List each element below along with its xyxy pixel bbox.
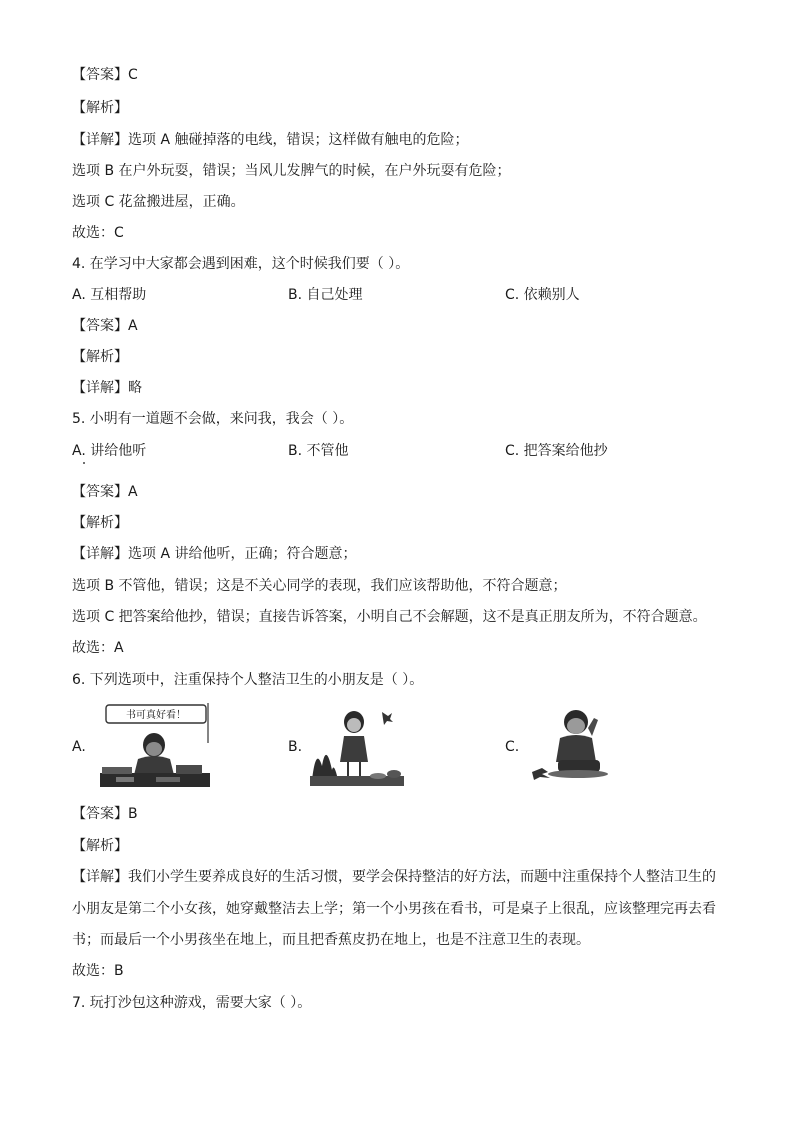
answer-line: 【答案】B [72, 806, 138, 822]
picture-boy-reading [96, 703, 214, 791]
q4-option-a: A. 互相帮助 [72, 287, 147, 303]
detail-line: 选项 B 不管他，错误；这是不关心同学的表现，我们应该帮助他，不符合题意； [72, 578, 567, 594]
conclusion-line: 故选：C [72, 225, 124, 241]
question-5: 5. 小明有一道题不会做，来问我，我会（ ）。 [72, 411, 354, 427]
detail-line: 选项 B 在户外玩耍，错误；当风儿发脾气的时候，在户外玩耍有危险； [72, 163, 511, 179]
detail-line: 【详解】我们小学生要养成良好的生活习惯，要学会保持整洁的好方法，而题中注重保持个人整洁卫生的 [72, 869, 716, 885]
q5-option-b: B. 不管他 [288, 443, 349, 459]
answer-line: 【答案】C [72, 67, 138, 83]
detail-line: 选项 C 把答案给他抄，错误；直接告诉答案，小明自己不会解题，这不是真正朋友所为，不符合题意。 [72, 609, 707, 625]
conclusion-line: 故选：A [72, 640, 124, 656]
question-4: 4. 在学习中大家都会遇到困难，这个时候我们要（ ）。 [72, 256, 410, 272]
q6-option-b-label: B. [288, 739, 303, 755]
question-6: 6. 下列选项中，注重保持个人整洁卫生的小朋友是（ ）。 [72, 672, 424, 688]
q6-option-c-label: C. [505, 739, 520, 755]
question-7: 7. 玩打沙包这种游戏，需要大家（ ）。 [72, 995, 312, 1011]
analysis-heading: 【解析】 [72, 349, 128, 365]
q6-option-a-label: A. [72, 739, 86, 755]
picture-boy-sitting-on-floor [528, 706, 616, 782]
picture-girl-going-to-school [308, 706, 406, 788]
analysis-heading: 【解析】 [72, 838, 128, 854]
answer-line: 【答案】A [72, 318, 138, 334]
analysis-heading: 【解析】 [72, 515, 128, 531]
conclusion-line: 故选：B [72, 963, 124, 979]
answer-line: 【答案】A [72, 484, 138, 500]
stray-dot [83, 462, 85, 464]
detail-line: 书；而最后一个小男孩坐在地上，而且把香蕉皮扔在地上，也是不注意卫生的表现。 [72, 932, 590, 948]
q4-option-b: B. 自己处理 [288, 287, 363, 303]
analysis-heading: 【解析】 [72, 100, 128, 116]
q5-option-a: A. 讲给他听 [72, 443, 147, 459]
detail-line: 小朋友是第二个小女孩，她穿戴整洁去上学；第一个小男孩在看书，可是桌子上很乱，应该整理完再去看 [72, 901, 716, 917]
detail-line: 【详解】选项 A 触碰掉落的电线，错误；这样做有触电的危险； [72, 132, 469, 148]
detail-line: 【详解】选项 A 讲给他听，正确；符合题意； [72, 546, 357, 562]
detail-line: 【详解】略 [72, 380, 142, 396]
q4-option-c: C. 依赖别人 [505, 287, 580, 303]
speech-bubble-text: 书可真好看！ [126, 710, 186, 721]
q5-option-c: C. 把答案给他抄 [505, 443, 608, 459]
detail-line: 选项 C 花盆搬进屋，正确。 [72, 194, 245, 210]
